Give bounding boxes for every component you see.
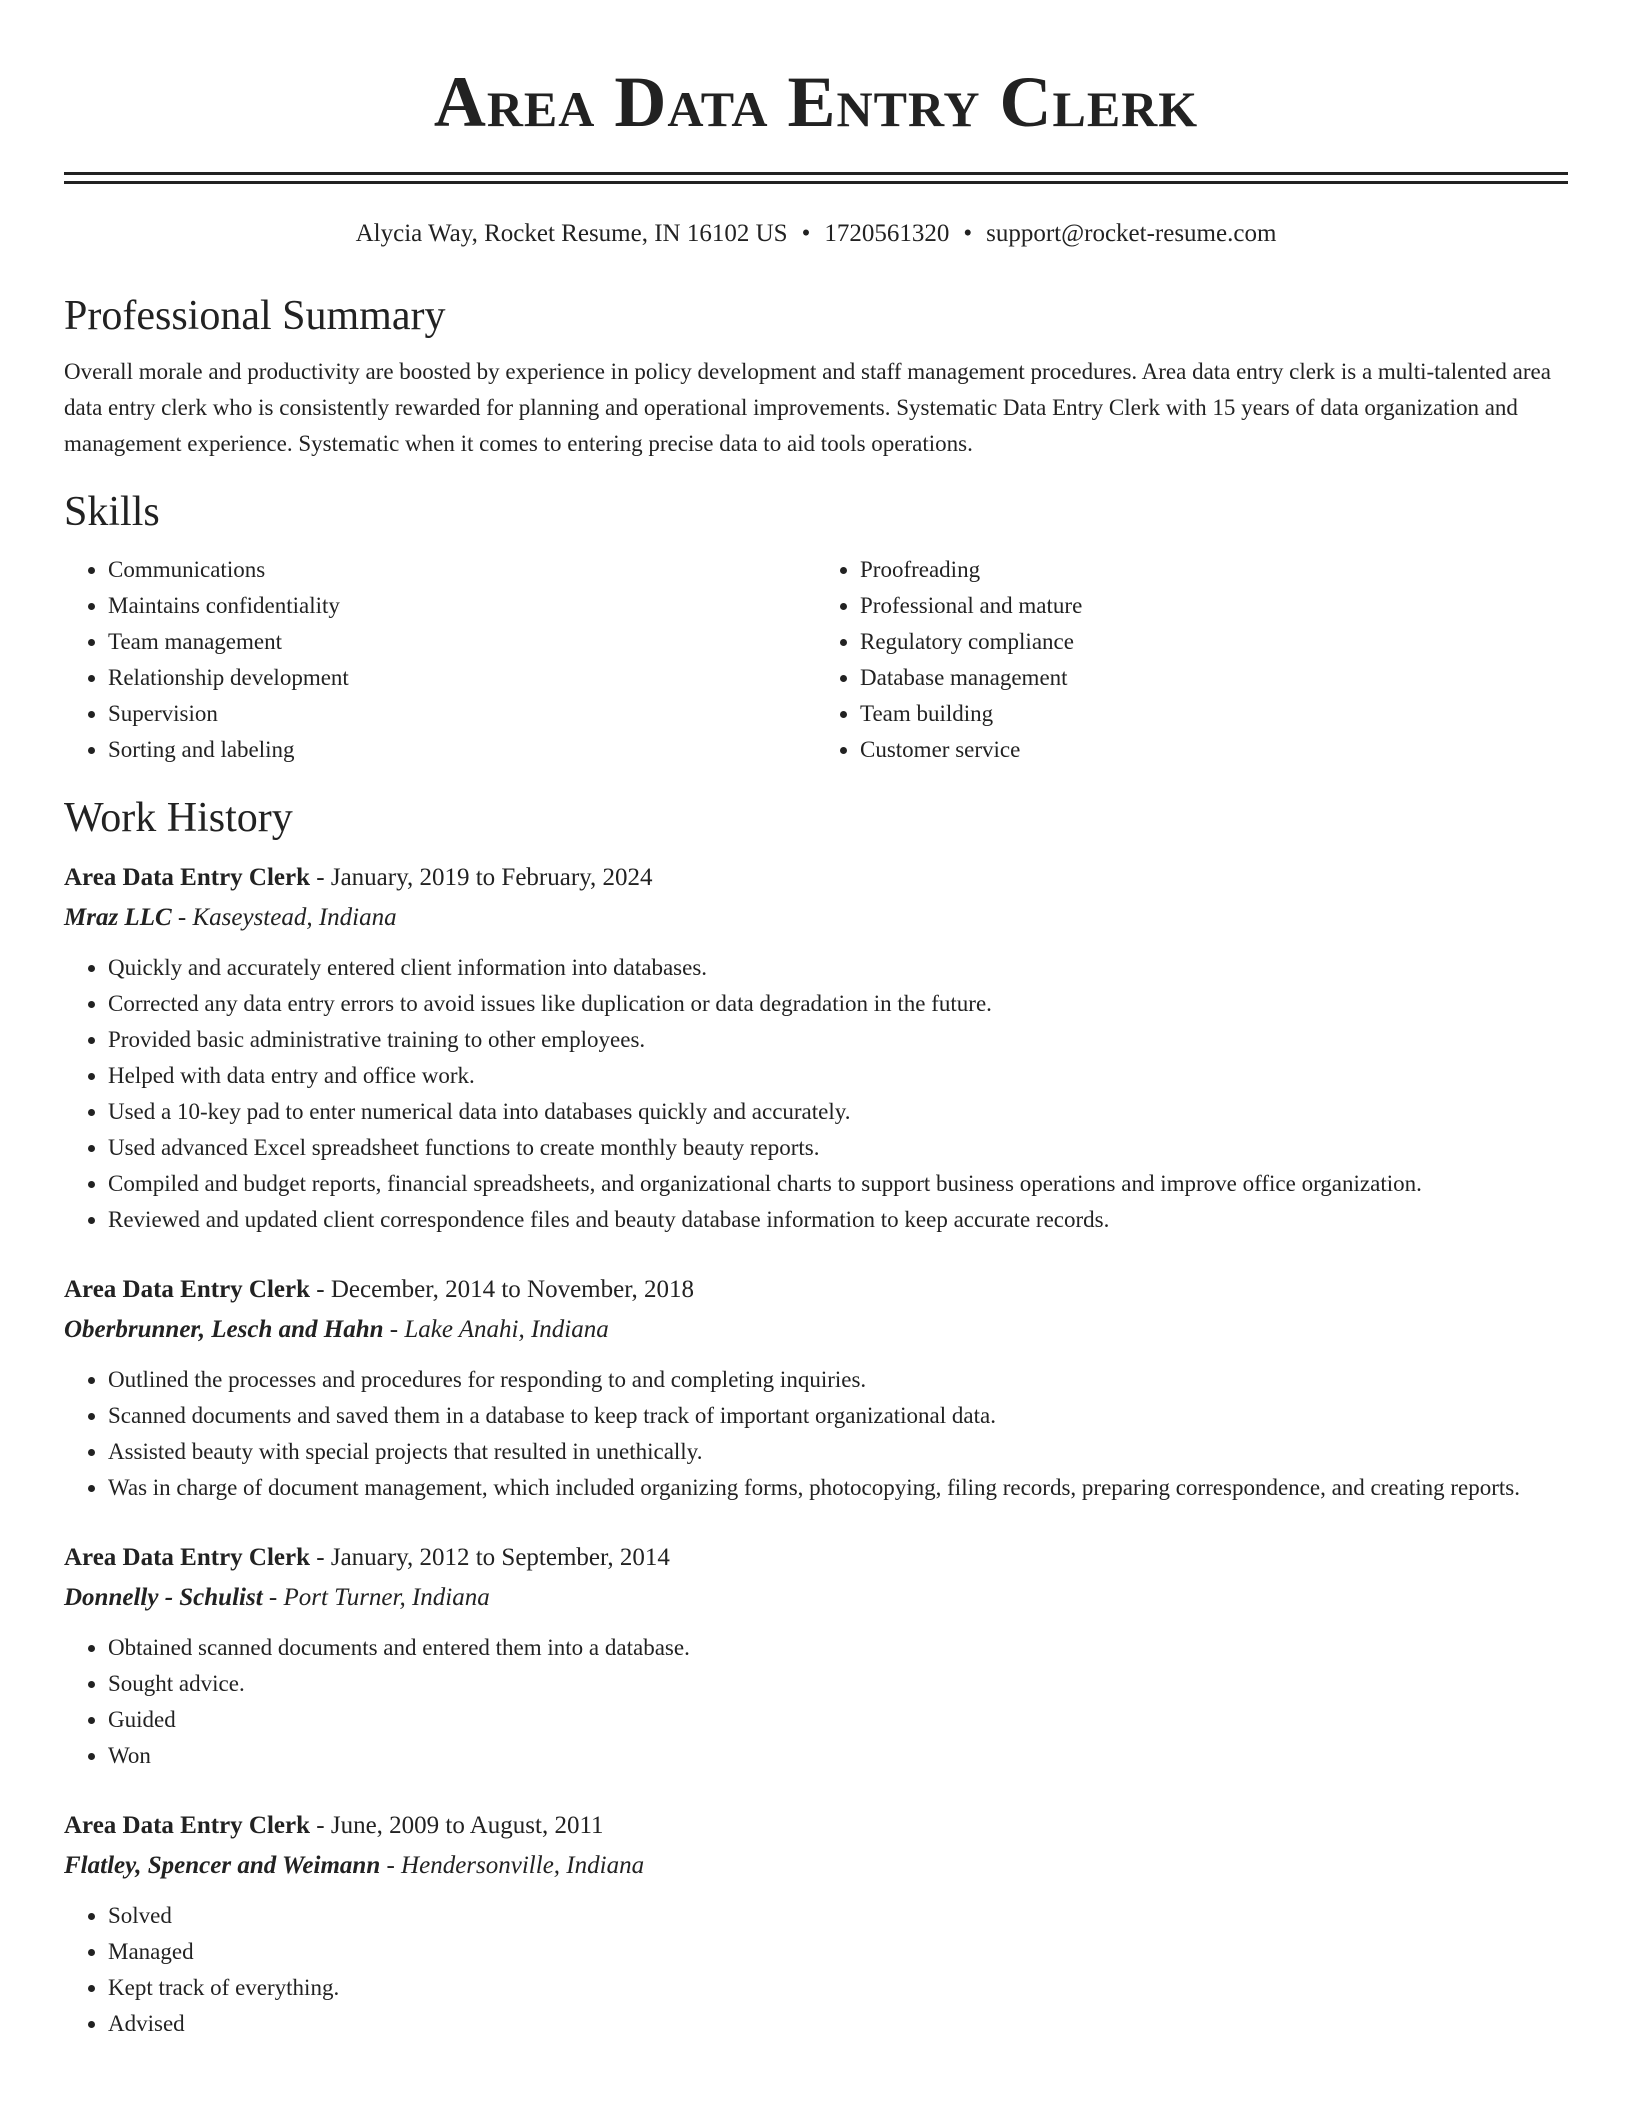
contact-email: support@rocket-resume.com xyxy=(986,220,1277,247)
header-divider-thick xyxy=(64,172,1568,175)
skills-columns xyxy=(64,552,1568,768)
contact-line xyxy=(64,218,1568,250)
job-company: Flatley, Spencer and Weimann xyxy=(64,1852,381,1879)
job-dates: - January, 2019 to February, 2024 xyxy=(310,864,653,891)
job-company: Donnelly - Schulist xyxy=(64,1584,263,1611)
skills-heading: Skills xyxy=(64,489,160,535)
job-dates: - December, 2014 to November, 2018 xyxy=(310,1276,695,1303)
job-location: - Kaseystead, Indiana xyxy=(171,904,397,931)
contact-separator: • xyxy=(801,220,811,247)
skill-item: • Professional and mature xyxy=(860,588,1568,624)
job-bullet: • Managed xyxy=(108,1934,1568,1970)
job-location: - Port Turner, Indiana xyxy=(262,1584,490,1611)
job-header xyxy=(64,1538,1568,1578)
job-title: Area Data Entry Clerk xyxy=(64,1276,311,1303)
job-bullet: • Helped with data entry and office work. xyxy=(108,1058,1568,1094)
job-company: Oberbrunner, Lesch and Hahn xyxy=(64,1316,384,1343)
job-bullet: • Corrected any data entry errors to avoid issues like duplication or data degradation in the future. xyxy=(108,986,1568,1022)
job-bullet: • Scanned documents and saved them in a database to keep track of important organizational data. xyxy=(108,1398,1568,1434)
skills-list-left xyxy=(64,552,816,768)
job-bullet: • Provided basic administrative training to other employees. xyxy=(108,1022,1568,1058)
job-bullet: • Assisted beauty with special projects that resulted in unethically. xyxy=(108,1434,1568,1470)
job-employer xyxy=(64,1846,1568,1886)
job-bullet: • Quickly and accurately entered client information into databases. xyxy=(108,950,1568,986)
job-bullet: • Advised xyxy=(108,2006,1568,2042)
skill-item: • Regulatory compliance xyxy=(860,624,1568,660)
job-company: Mraz LLC xyxy=(64,904,172,931)
job-bullet: • Kept track of everything. xyxy=(108,1970,1568,2006)
skill-item: • Customer service xyxy=(860,732,1568,768)
job-bullet: • Solved xyxy=(108,1898,1568,1934)
skill-item: • Supervision xyxy=(108,696,816,732)
job-title: Area Data Entry Clerk xyxy=(64,1544,311,1571)
job-dates: - January, 2012 to September, 2014 xyxy=(310,1544,670,1571)
job-bullets xyxy=(64,1898,1568,2042)
skill-item: • Team building xyxy=(860,696,1568,732)
job-dates: - June, 2009 to August, 2011 xyxy=(310,1812,604,1839)
job-bullet: • Compiled and budget reports, financial spreadsheets, and organizational charts to support business operations and improve office organization. xyxy=(108,1166,1568,1202)
job-bullet: • Outlined the processes and procedures for responding to and completing inquiries. xyxy=(108,1362,1568,1398)
contact-phone: 1720561320 xyxy=(824,220,950,247)
job-employer xyxy=(64,1578,1568,1618)
job-entry xyxy=(64,858,1568,1238)
job-location: - Lake Anahi, Indiana xyxy=(383,1316,609,1343)
job-title: Area Data Entry Clerk xyxy=(64,864,311,891)
skill-item: • Relationship development xyxy=(108,660,816,696)
job-location: - Hendersonville, Indiana xyxy=(380,1852,645,1879)
summary-heading: Professional Summary xyxy=(64,293,446,339)
contact-address: Alycia Way, Rocket Resume, IN 16102 US xyxy=(355,220,788,247)
skill-item: • Database management xyxy=(860,660,1568,696)
job-header xyxy=(64,858,1568,898)
header-divider-thin xyxy=(64,181,1568,184)
skill-item: • Proofreading xyxy=(860,552,1568,588)
resume-title: Area Data Entry Clerk xyxy=(433,62,1199,142)
job-bullet: • Won xyxy=(108,1738,1568,1774)
job-header xyxy=(64,1806,1568,1846)
job-bullet: • Used a 10-key pad to enter numerical data into databases quickly and accurately. xyxy=(108,1094,1568,1130)
skill-item: • Communications xyxy=(108,552,816,588)
job-entry xyxy=(64,1806,1568,2042)
job-employer xyxy=(64,898,1568,938)
job-title: Area Data Entry Clerk xyxy=(64,1812,311,1839)
job-bullet: • Used advanced Excel spreadsheet functions to create monthly beauty reports. xyxy=(108,1130,1568,1166)
job-bullet: • Sought advice. xyxy=(108,1666,1568,1702)
work-history-heading: Work History xyxy=(64,795,293,841)
job-entry xyxy=(64,1270,1568,1506)
job-bullet: • Guided xyxy=(108,1702,1568,1738)
job-employer xyxy=(64,1310,1568,1350)
job-bullet: • Was in charge of document management, which included organizing forms, photocopying, filing records, preparing correspondence, and creating reports. xyxy=(108,1470,1568,1506)
job-bullets xyxy=(64,1630,1568,1774)
skill-item: • Maintains confidentiality xyxy=(108,588,816,624)
job-bullets xyxy=(64,1362,1568,1506)
contact-separator: • xyxy=(963,220,973,247)
job-bullet: • Obtained scanned documents and entered them into a database. xyxy=(108,1630,1568,1666)
summary-text: Overall morale and productivity are boosted by experience in policy development and staff management procedures. Area data entry clerk is a multi-talented area data entry clerk who is consistently rewarded for planning and operational improvements. Systematic Data Entry Clerk with 15 years of data organization and management experience. Systematic when it comes to entering precise data to aid tools operations. xyxy=(64,359,1551,456)
job-entry xyxy=(64,1538,1568,1774)
skill-item: • Team management xyxy=(108,624,816,660)
job-bullet: • Reviewed and updated client correspondence files and beauty database information to keep accurate records. xyxy=(108,1202,1568,1238)
skills-list-right xyxy=(816,552,1568,768)
job-header xyxy=(64,1270,1568,1310)
job-bullets xyxy=(64,950,1568,1238)
skill-item: • Sorting and labeling xyxy=(108,732,816,768)
